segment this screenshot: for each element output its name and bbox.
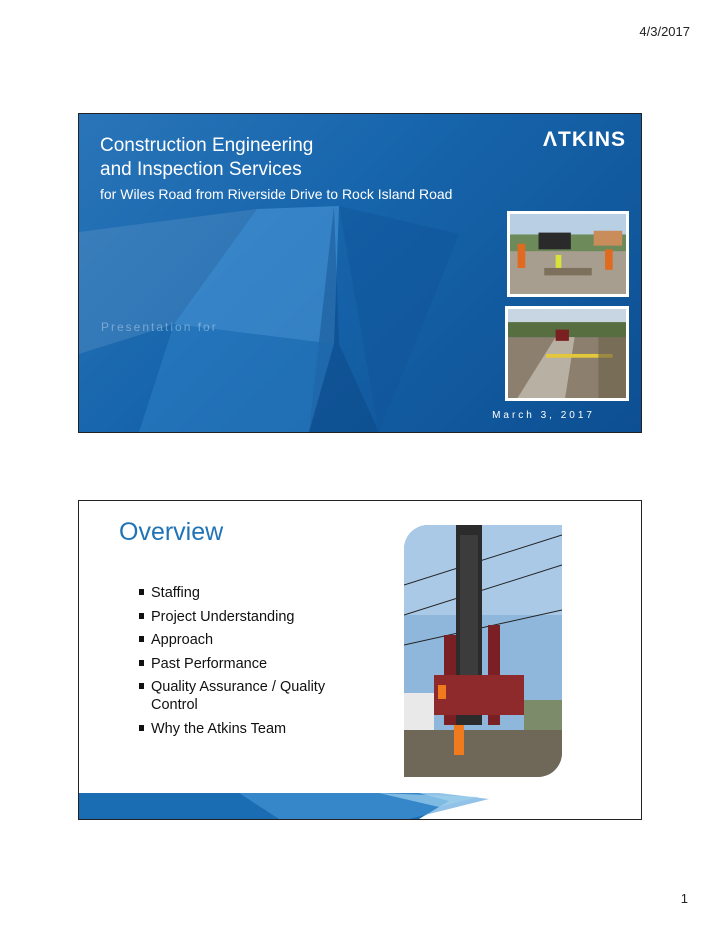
list-item-text: Approach [151,632,214,648]
slide-title [100,134,500,182]
square-bullet-icon [139,613,144,619]
list-item-text: Staffing [151,585,200,601]
page-number: 1 [680,891,688,906]
slide-title-line1: Construction Engineering [100,135,314,156]
slide-subtitle: for Wiles Road from Riverside Drive to Rock Island Road [100,186,453,202]
list-item [139,655,366,673]
square-bullet-icon [139,725,144,731]
square-bullet-icon [139,636,144,642]
list-item-text: Quality Assurance / Quality Control [151,679,326,713]
slide-title-line2: and Inspection Services [100,159,302,180]
list-item [139,631,366,649]
overview-title: Overview [119,518,224,546]
bottom-accent-band [79,793,641,819]
construction-photo-sidewalk [505,306,629,401]
list-item [139,678,366,714]
square-bullet-icon [139,683,144,689]
list-item [139,720,366,738]
slide-date: March 3, 2017 [492,410,595,421]
square-bullet-icon [139,589,144,595]
list-item-text: Past Performance [151,655,268,672]
overview-slide [78,500,642,820]
square-bullet-icon [139,660,144,666]
title-slide [78,113,642,433]
page-date: 4/3/2017 [639,24,690,39]
list-item-text: Why the Atkins Team [151,720,287,737]
list-item [139,608,366,626]
construction-photo-curb [507,211,629,297]
list-item [139,584,366,602]
overview-list [139,584,366,743]
pile-driver-photo [404,525,562,777]
list-item-text: Project Understanding [151,608,295,625]
atkins-logo: ΛTKINS [542,128,626,151]
presentation-for-text: Presentation for [101,320,218,334]
